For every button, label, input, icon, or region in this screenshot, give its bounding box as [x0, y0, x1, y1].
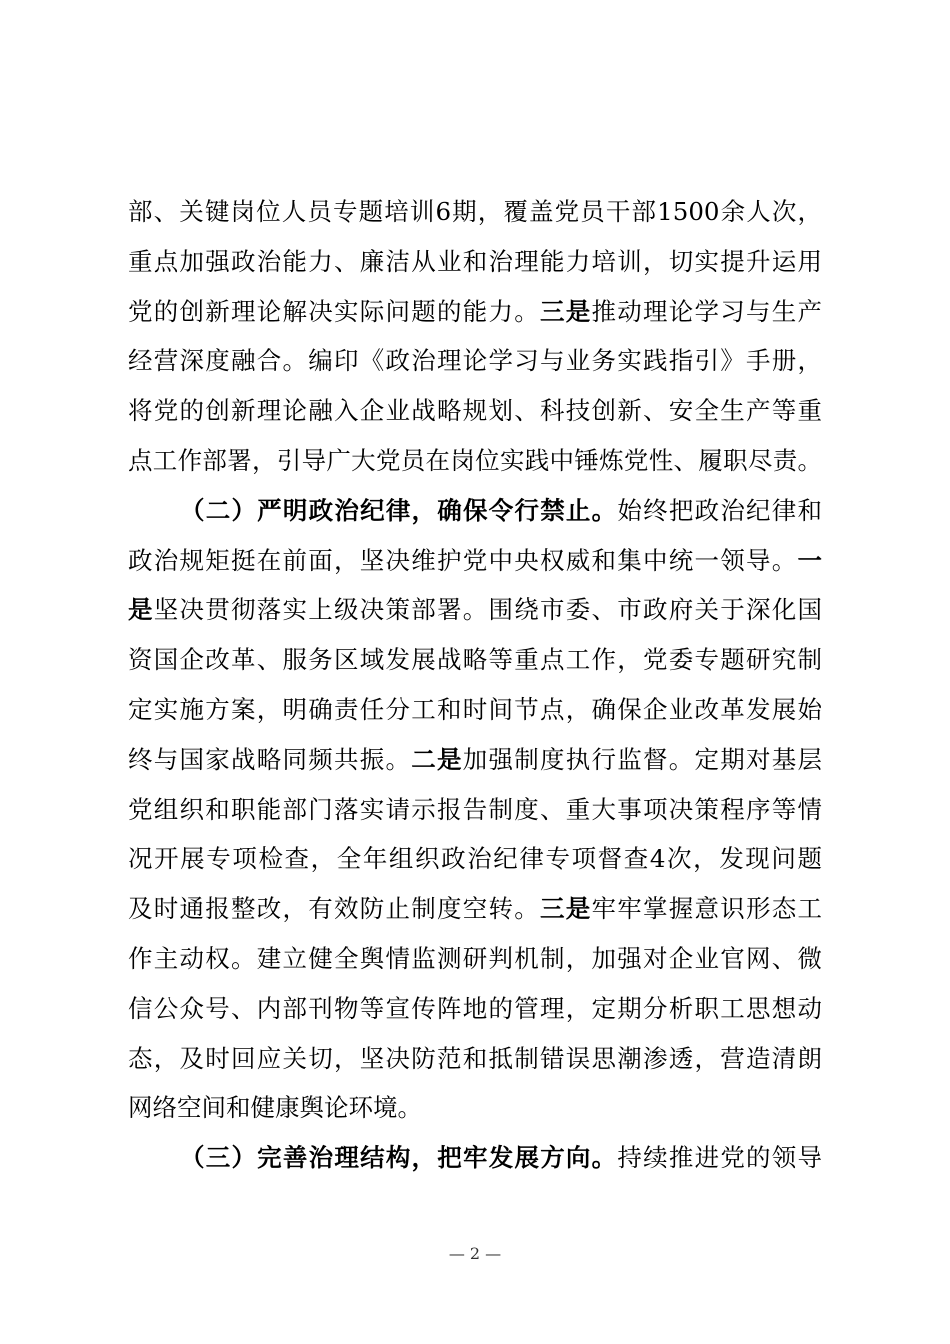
text-line: [128, 785, 822, 835]
text-line: [128, 1083, 822, 1133]
text-line: [128, 884, 822, 934]
text-line: [128, 984, 822, 1034]
text-line: [128, 1034, 822, 1084]
text-line: [128, 187, 822, 237]
bold-text: 二是: [411, 744, 463, 774]
body-text: 部、关键岗位人员专题培训6期，覆盖党员干部1500余人次，: [128, 197, 822, 226]
bold-text: 三是: [540, 894, 592, 924]
text-line: [128, 685, 822, 735]
body-text: 党的创新理论解决实际问题的能力。: [128, 296, 540, 326]
body-text: 牢牢掌握意识形态工: [591, 894, 822, 924]
bold-text: 三是: [540, 296, 592, 326]
body-text: 始终把政治纪律和: [617, 495, 823, 525]
body-text: 资国企改革、服务区域发展战略等重点工作，党委专题研究制: [128, 645, 822, 675]
body-text: 态，及时回应关切，坚决防范和抵制错误思潮渗透，营造清朗: [128, 1043, 822, 1073]
body-text: 重点加强政治能力、廉洁从业和治理能力培训，切实提升运用: [128, 246, 822, 276]
text-line: [128, 436, 822, 486]
text-line: [128, 237, 822, 287]
text-line: [128, 536, 822, 586]
body-text: 持续推进党的领导: [617, 1143, 823, 1173]
body-text: 经营深度融合。编印《政治理论学习与业务实践指引》手册，: [128, 346, 822, 376]
body-text: 况开展专项检查，全年组织政治纪律专项督查4次，发现问题: [128, 844, 822, 874]
text-line: [128, 336, 822, 386]
body-text: 点工作部署，引导广大党员在岗位实践中锤炼党性、履职尽责。: [128, 445, 822, 475]
document-body: [128, 187, 822, 1183]
section-heading-line: [128, 1133, 822, 1183]
body-text: 党组织和职能部门落实请示报告制度、重大事项决策程序等情: [128, 794, 822, 824]
body-text: 作主动权。建立健全舆情监测研判机制，加强对企业官网、微: [128, 943, 822, 973]
body-text: 及时通报整改，有效防止制度空转。: [128, 894, 540, 924]
body-text: 加强制度执行监督。定期对基层: [462, 744, 822, 774]
body-text: 政治规矩挺在前面，坚决维护党中央权威和集中统一领导。: [128, 545, 798, 575]
body-text: 信公众号、内部刊物等宣传阵地的管理，定期分析职工思想动: [128, 993, 822, 1023]
body-text: 终与国家战略同频共振。: [128, 744, 412, 774]
body-text: 定实施方案，明确责任分工和时间节点，确保企业改革发展始: [128, 694, 822, 724]
bold-text: 是: [128, 595, 154, 625]
bold-text: （三）完善治理结构，把牢发展方向。: [180, 1143, 618, 1173]
bold-text: （二）严明政治纪律，确保令行禁止。: [180, 495, 618, 525]
body-text: 网络空间和健康舆论环境。: [128, 1093, 422, 1123]
section-heading-line: [128, 486, 822, 536]
body-text: 将党的创新理论融入企业战略规划、科技创新、安全生产等重: [128, 396, 822, 426]
text-line: [128, 934, 822, 984]
text-line: [128, 585, 822, 635]
page-number: — 2 —: [448, 1244, 502, 1263]
body-text: 坚决贯彻落实上级决策部署。围绕市委、市政府关于深化国: [153, 595, 822, 625]
text-line: [128, 287, 822, 337]
text-line: [128, 386, 822, 436]
text-line: [128, 635, 822, 685]
text-line: [128, 735, 822, 785]
text-line: [128, 834, 822, 884]
body-text: 推动理论学习与生产: [591, 296, 822, 326]
bold-text: 一: [797, 545, 822, 575]
